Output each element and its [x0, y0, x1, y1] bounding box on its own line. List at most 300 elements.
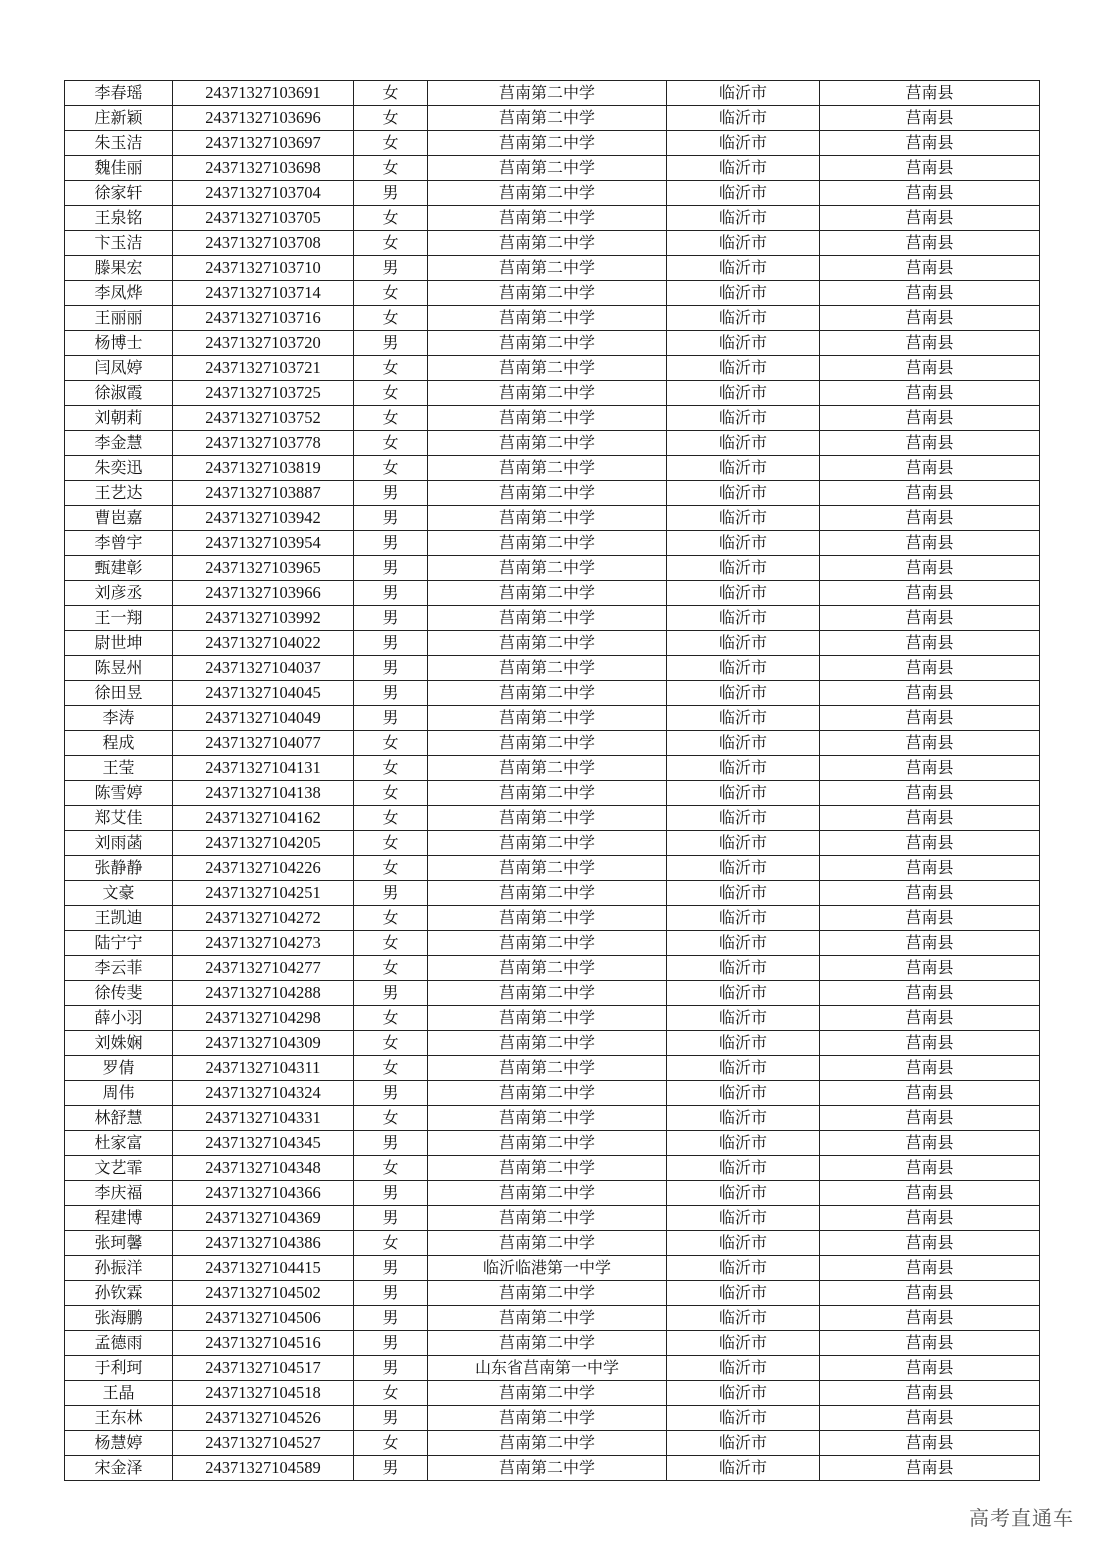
table-row [65, 1006, 1040, 1031]
table-row [65, 406, 1040, 431]
table-row [65, 531, 1040, 556]
county-cell: 莒南县 [820, 156, 1040, 181]
county-cell: 莒南县 [820, 931, 1040, 956]
student-name-cell: 杜家富 [65, 1131, 173, 1156]
county-cell: 莒南县 [820, 1331, 1040, 1356]
student-name-cell: 李曾宇 [65, 531, 173, 556]
table-row [65, 781, 1040, 806]
gender-cell: 女 [354, 431, 428, 456]
table-row [65, 856, 1040, 881]
student-name-cell: 陆宁宁 [65, 931, 173, 956]
student-name-cell: 刘朝莉 [65, 406, 173, 431]
gender-cell: 男 [354, 1456, 428, 1481]
school-cell: 莒南第二中学 [428, 1056, 667, 1081]
gender-cell: 女 [354, 856, 428, 881]
city-cell: 临沂市 [667, 1081, 820, 1106]
gender-cell: 女 [354, 756, 428, 781]
table-row [65, 331, 1040, 356]
city-cell: 临沂市 [667, 1331, 820, 1356]
county-cell: 莒南县 [820, 856, 1040, 881]
city-cell: 临沂市 [667, 831, 820, 856]
exam-number-cell: 24371327104277 [173, 956, 354, 981]
school-cell: 莒南第二中学 [428, 1406, 667, 1431]
student-name-cell: 李云菲 [65, 956, 173, 981]
school-cell: 莒南第二中学 [428, 606, 667, 631]
city-cell: 临沂市 [667, 531, 820, 556]
county-cell: 莒南县 [820, 881, 1040, 906]
school-cell: 莒南第二中学 [428, 181, 667, 206]
table-row [65, 306, 1040, 331]
county-cell: 莒南县 [820, 581, 1040, 606]
city-cell: 临沂市 [667, 406, 820, 431]
school-cell: 莒南第二中学 [428, 756, 667, 781]
city-cell: 临沂市 [667, 856, 820, 881]
school-cell: 莒南第二中学 [428, 1331, 667, 1356]
table-row [65, 656, 1040, 681]
gender-cell: 男 [354, 1281, 428, 1306]
city-cell: 临沂市 [667, 981, 820, 1006]
school-cell: 莒南第二中学 [428, 456, 667, 481]
gender-cell: 男 [354, 681, 428, 706]
table-row [65, 231, 1040, 256]
table-row [65, 806, 1040, 831]
table-row [65, 606, 1040, 631]
student-name-cell: 徐传斐 [65, 981, 173, 1006]
exam-number-cell: 24371327103698 [173, 156, 354, 181]
student-name-cell: 王莹 [65, 756, 173, 781]
table-row [65, 731, 1040, 756]
gender-cell: 女 [354, 831, 428, 856]
county-cell: 莒南县 [820, 1256, 1040, 1281]
city-cell: 临沂市 [667, 731, 820, 756]
school-cell: 莒南第二中学 [428, 656, 667, 681]
county-cell: 莒南县 [820, 831, 1040, 856]
city-cell: 临沂市 [667, 506, 820, 531]
student-name-cell: 陈昱州 [65, 656, 173, 681]
student-name-cell: 王丽丽 [65, 306, 173, 331]
exam-number-cell: 24371327103965 [173, 556, 354, 581]
student-name-cell: 刘雨菡 [65, 831, 173, 856]
table-row [65, 1456, 1040, 1481]
student-name-cell: 滕果宏 [65, 256, 173, 281]
student-name-cell: 张珂馨 [65, 1231, 173, 1256]
exam-number-cell: 24371327103721 [173, 356, 354, 381]
exam-number-cell: 24371327104077 [173, 731, 354, 756]
exam-number-cell: 24371327103778 [173, 431, 354, 456]
table-row [65, 1131, 1040, 1156]
student-name-cell: 孙钦霖 [65, 1281, 173, 1306]
gender-cell: 女 [354, 731, 428, 756]
table-row [65, 956, 1040, 981]
school-cell: 莒南第二中学 [428, 981, 667, 1006]
school-cell: 莒南第二中学 [428, 906, 667, 931]
student-name-cell: 文艺霏 [65, 1156, 173, 1181]
table-row [65, 1181, 1040, 1206]
exam-number-cell: 24371327104506 [173, 1306, 354, 1331]
table-row [65, 506, 1040, 531]
city-cell: 临沂市 [667, 81, 820, 106]
county-cell: 莒南县 [820, 956, 1040, 981]
exam-number-cell: 24371327103705 [173, 206, 354, 231]
gender-cell: 男 [354, 656, 428, 681]
student-name-cell: 卞玉洁 [65, 231, 173, 256]
county-cell: 莒南县 [820, 781, 1040, 806]
city-cell: 临沂市 [667, 906, 820, 931]
exam-number-cell: 24371327103819 [173, 456, 354, 481]
county-cell: 莒南县 [820, 331, 1040, 356]
gender-cell: 女 [354, 1056, 428, 1081]
county-cell: 莒南县 [820, 206, 1040, 231]
student-name-cell: 杨慧婷 [65, 1431, 173, 1456]
city-cell: 临沂市 [667, 1381, 820, 1406]
school-cell: 莒南第二中学 [428, 156, 667, 181]
city-cell: 临沂市 [667, 1106, 820, 1131]
county-cell: 莒南县 [820, 506, 1040, 531]
exam-number-cell: 24371327104311 [173, 1056, 354, 1081]
student-name-cell: 杨博士 [65, 331, 173, 356]
city-cell: 临沂市 [667, 431, 820, 456]
school-cell: 临沂临港第一中学 [428, 1256, 667, 1281]
city-cell: 临沂市 [667, 481, 820, 506]
gender-cell: 女 [354, 156, 428, 181]
school-cell: 莒南第二中学 [428, 281, 667, 306]
county-cell: 莒南县 [820, 356, 1040, 381]
county-cell: 莒南县 [820, 1081, 1040, 1106]
county-cell: 莒南县 [820, 231, 1040, 256]
student-name-cell: 郑艾佳 [65, 806, 173, 831]
exam-number-cell: 24371327103696 [173, 106, 354, 131]
table-row [65, 181, 1040, 206]
student-name-cell: 徐淑霞 [65, 381, 173, 406]
city-cell: 临沂市 [667, 781, 820, 806]
county-cell: 莒南县 [820, 431, 1040, 456]
table-row [65, 1056, 1040, 1081]
school-cell: 莒南第二中学 [428, 1381, 667, 1406]
student-name-cell: 张海鹏 [65, 1306, 173, 1331]
county-cell: 莒南县 [820, 656, 1040, 681]
table-row [65, 1081, 1040, 1106]
exam-number-cell: 24371327104251 [173, 881, 354, 906]
gender-cell: 女 [354, 1431, 428, 1456]
gender-cell: 女 [354, 931, 428, 956]
exam-number-cell: 24371327104309 [173, 1031, 354, 1056]
student-name-cell: 尉世坤 [65, 631, 173, 656]
city-cell: 临沂市 [667, 1356, 820, 1381]
table-row [65, 381, 1040, 406]
city-cell: 临沂市 [667, 156, 820, 181]
exam-number-cell: 24371327104386 [173, 1231, 354, 1256]
school-cell: 莒南第二中学 [428, 356, 667, 381]
city-cell: 临沂市 [667, 281, 820, 306]
gender-cell: 男 [354, 1331, 428, 1356]
city-cell: 临沂市 [667, 1131, 820, 1156]
city-cell: 临沂市 [667, 1056, 820, 1081]
city-cell: 临沂市 [667, 631, 820, 656]
school-cell: 莒南第二中学 [428, 831, 667, 856]
exam-number-cell: 24371327103942 [173, 506, 354, 531]
table-row [65, 281, 1040, 306]
table-row [65, 831, 1040, 856]
gender-cell: 女 [354, 81, 428, 106]
city-cell: 临沂市 [667, 656, 820, 681]
exam-number-cell: 24371327104288 [173, 981, 354, 1006]
exam-number-cell: 24371327103992 [173, 606, 354, 631]
table-row [65, 1106, 1040, 1131]
school-cell: 莒南第二中学 [428, 681, 667, 706]
gender-cell: 男 [354, 531, 428, 556]
student-name-cell: 林舒慧 [65, 1106, 173, 1131]
table-row [65, 1156, 1040, 1181]
student-name-cell: 王艺达 [65, 481, 173, 506]
gender-cell: 女 [354, 281, 428, 306]
gender-cell: 男 [354, 881, 428, 906]
exam-number-cell: 24371327104369 [173, 1206, 354, 1231]
gender-cell: 女 [354, 956, 428, 981]
table-row [65, 556, 1040, 581]
exam-number-cell: 24371327104022 [173, 631, 354, 656]
school-cell: 莒南第二中学 [428, 531, 667, 556]
county-cell: 莒南县 [820, 181, 1040, 206]
table-row [65, 106, 1040, 131]
table-row [65, 931, 1040, 956]
exam-number-cell: 24371327103714 [173, 281, 354, 306]
student-name-cell: 李春瑶 [65, 81, 173, 106]
gender-cell: 女 [354, 356, 428, 381]
gender-cell: 男 [354, 581, 428, 606]
gender-cell: 女 [354, 406, 428, 431]
school-cell: 莒南第二中学 [428, 1131, 667, 1156]
school-cell: 莒南第二中学 [428, 631, 667, 656]
student-name-cell: 孟德雨 [65, 1331, 173, 1356]
gender-cell: 女 [354, 456, 428, 481]
table-row [65, 631, 1040, 656]
exam-number-cell: 24371327103716 [173, 306, 354, 331]
gender-cell: 男 [354, 631, 428, 656]
exam-number-cell: 24371327104138 [173, 781, 354, 806]
school-cell: 莒南第二中学 [428, 1456, 667, 1481]
county-cell: 莒南县 [820, 481, 1040, 506]
exam-number-cell: 24371327103720 [173, 331, 354, 356]
student-name-cell: 李庆福 [65, 1181, 173, 1206]
city-cell: 临沂市 [667, 356, 820, 381]
exam-number-cell: 24371327103725 [173, 381, 354, 406]
school-cell: 莒南第二中学 [428, 731, 667, 756]
table-row [65, 206, 1040, 231]
table-row [65, 1381, 1040, 1406]
student-name-cell: 甄建彰 [65, 556, 173, 581]
county-cell: 莒南县 [820, 1356, 1040, 1381]
gender-cell: 男 [354, 1306, 428, 1331]
student-name-cell: 陈雪婷 [65, 781, 173, 806]
exam-number-cell: 24371327104516 [173, 1331, 354, 1356]
table-row [65, 1356, 1040, 1381]
city-cell: 临沂市 [667, 1006, 820, 1031]
exam-number-cell: 24371327104045 [173, 681, 354, 706]
roster-table [64, 80, 1040, 1481]
school-cell: 莒南第二中学 [428, 206, 667, 231]
county-cell: 莒南县 [820, 406, 1040, 431]
county-cell: 莒南县 [820, 1281, 1040, 1306]
city-cell: 临沂市 [667, 256, 820, 281]
school-cell: 莒南第二中学 [428, 881, 667, 906]
school-cell: 莒南第二中学 [428, 781, 667, 806]
gender-cell: 女 [354, 231, 428, 256]
gender-cell: 男 [354, 1081, 428, 1106]
city-cell: 临沂市 [667, 706, 820, 731]
county-cell: 莒南县 [820, 456, 1040, 481]
exam-number-cell: 24371327104502 [173, 1281, 354, 1306]
exam-number-cell: 24371327104037 [173, 656, 354, 681]
table-row [65, 981, 1040, 1006]
city-cell: 临沂市 [667, 606, 820, 631]
county-cell: 莒南县 [820, 1056, 1040, 1081]
student-name-cell: 徐田昱 [65, 681, 173, 706]
roster-table-body [65, 81, 1040, 1481]
county-cell: 莒南县 [820, 281, 1040, 306]
student-name-cell: 王泉铭 [65, 206, 173, 231]
county-cell: 莒南县 [820, 531, 1040, 556]
student-name-cell: 宋金泽 [65, 1456, 173, 1481]
gender-cell: 女 [354, 306, 428, 331]
city-cell: 临沂市 [667, 306, 820, 331]
student-name-cell: 李凤烨 [65, 281, 173, 306]
city-cell: 临沂市 [667, 1256, 820, 1281]
city-cell: 临沂市 [667, 556, 820, 581]
exam-number-cell: 24371327104331 [173, 1106, 354, 1131]
table-row [65, 456, 1040, 481]
school-cell: 莒南第二中学 [428, 1156, 667, 1181]
exam-number-cell: 24371327104527 [173, 1431, 354, 1456]
school-cell: 山东省莒南第一中学 [428, 1356, 667, 1381]
school-cell: 莒南第二中学 [428, 431, 667, 456]
table-row [65, 1256, 1040, 1281]
table-row [65, 431, 1040, 456]
exam-number-cell: 24371327104324 [173, 1081, 354, 1106]
county-cell: 莒南县 [820, 131, 1040, 156]
gender-cell: 男 [354, 1356, 428, 1381]
county-cell: 莒南县 [820, 381, 1040, 406]
county-cell: 莒南县 [820, 1406, 1040, 1431]
student-name-cell: 孙振洋 [65, 1256, 173, 1281]
student-name-cell: 刘姝娴 [65, 1031, 173, 1056]
student-name-cell: 王凯迪 [65, 906, 173, 931]
county-cell: 莒南县 [820, 1006, 1040, 1031]
exam-number-cell: 24371327103954 [173, 531, 354, 556]
table-row [65, 256, 1040, 281]
table-row [65, 156, 1040, 181]
city-cell: 临沂市 [667, 956, 820, 981]
table-row [65, 356, 1040, 381]
school-cell: 莒南第二中学 [428, 81, 667, 106]
gender-cell: 男 [354, 1406, 428, 1431]
city-cell: 临沂市 [667, 231, 820, 256]
student-name-cell: 朱奕迅 [65, 456, 173, 481]
county-cell: 莒南县 [820, 756, 1040, 781]
exam-number-cell: 24371327103966 [173, 581, 354, 606]
school-cell: 莒南第二中学 [428, 1306, 667, 1331]
gender-cell: 女 [354, 206, 428, 231]
table-row [65, 131, 1040, 156]
exam-number-cell: 24371327104131 [173, 756, 354, 781]
table-row [65, 1306, 1040, 1331]
school-cell: 莒南第二中学 [428, 381, 667, 406]
city-cell: 临沂市 [667, 1156, 820, 1181]
exam-number-cell: 24371327104162 [173, 806, 354, 831]
school-cell: 莒南第二中学 [428, 1431, 667, 1456]
county-cell: 莒南县 [820, 1131, 1040, 1156]
county-cell: 莒南县 [820, 1231, 1040, 1256]
school-cell: 莒南第二中学 [428, 131, 667, 156]
school-cell: 莒南第二中学 [428, 306, 667, 331]
exam-number-cell: 24371327103887 [173, 481, 354, 506]
school-cell: 莒南第二中学 [428, 506, 667, 531]
exam-number-cell: 24371327104517 [173, 1356, 354, 1381]
school-cell: 莒南第二中学 [428, 931, 667, 956]
county-cell: 莒南县 [820, 1181, 1040, 1206]
city-cell: 临沂市 [667, 1431, 820, 1456]
county-cell: 莒南县 [820, 81, 1040, 106]
city-cell: 临沂市 [667, 456, 820, 481]
county-cell: 莒南县 [820, 1456, 1040, 1481]
county-cell: 莒南县 [820, 981, 1040, 1006]
school-cell: 莒南第二中学 [428, 106, 667, 131]
city-cell: 临沂市 [667, 931, 820, 956]
exam-number-cell: 24371327104589 [173, 1456, 354, 1481]
student-name-cell: 魏佳丽 [65, 156, 173, 181]
gender-cell: 男 [354, 981, 428, 1006]
county-cell: 莒南县 [820, 731, 1040, 756]
gender-cell: 男 [354, 506, 428, 531]
school-cell: 莒南第二中学 [428, 1031, 667, 1056]
school-cell: 莒南第二中学 [428, 256, 667, 281]
county-cell: 莒南县 [820, 1031, 1040, 1056]
school-cell: 莒南第二中学 [428, 1206, 667, 1231]
gender-cell: 女 [354, 1031, 428, 1056]
exam-number-cell: 24371327104049 [173, 706, 354, 731]
gender-cell: 男 [354, 1206, 428, 1231]
county-cell: 莒南县 [820, 806, 1040, 831]
city-cell: 临沂市 [667, 1031, 820, 1056]
city-cell: 临沂市 [667, 106, 820, 131]
student-name-cell: 文豪 [65, 881, 173, 906]
exam-number-cell: 24371327103752 [173, 406, 354, 431]
student-name-cell: 王一翔 [65, 606, 173, 631]
table-row [65, 1281, 1040, 1306]
city-cell: 临沂市 [667, 131, 820, 156]
gender-cell: 女 [354, 1231, 428, 1256]
city-cell: 临沂市 [667, 381, 820, 406]
school-cell: 莒南第二中学 [428, 331, 667, 356]
county-cell: 莒南县 [820, 1381, 1040, 1406]
county-cell: 莒南县 [820, 556, 1040, 581]
school-cell: 莒南第二中学 [428, 1106, 667, 1131]
county-cell: 莒南县 [820, 631, 1040, 656]
gender-cell: 男 [354, 706, 428, 731]
county-cell: 莒南县 [820, 906, 1040, 931]
table-row [65, 1431, 1040, 1456]
exam-number-cell: 24371327104226 [173, 856, 354, 881]
table-row [65, 581, 1040, 606]
table-row [65, 706, 1040, 731]
county-cell: 莒南县 [820, 1431, 1040, 1456]
exam-number-cell: 24371327104298 [173, 1006, 354, 1031]
county-cell: 莒南县 [820, 1156, 1040, 1181]
exam-number-cell: 24371327104415 [173, 1256, 354, 1281]
city-cell: 临沂市 [667, 1206, 820, 1231]
student-name-cell: 闫凤婷 [65, 356, 173, 381]
school-cell: 莒南第二中学 [428, 481, 667, 506]
gender-cell: 男 [354, 331, 428, 356]
